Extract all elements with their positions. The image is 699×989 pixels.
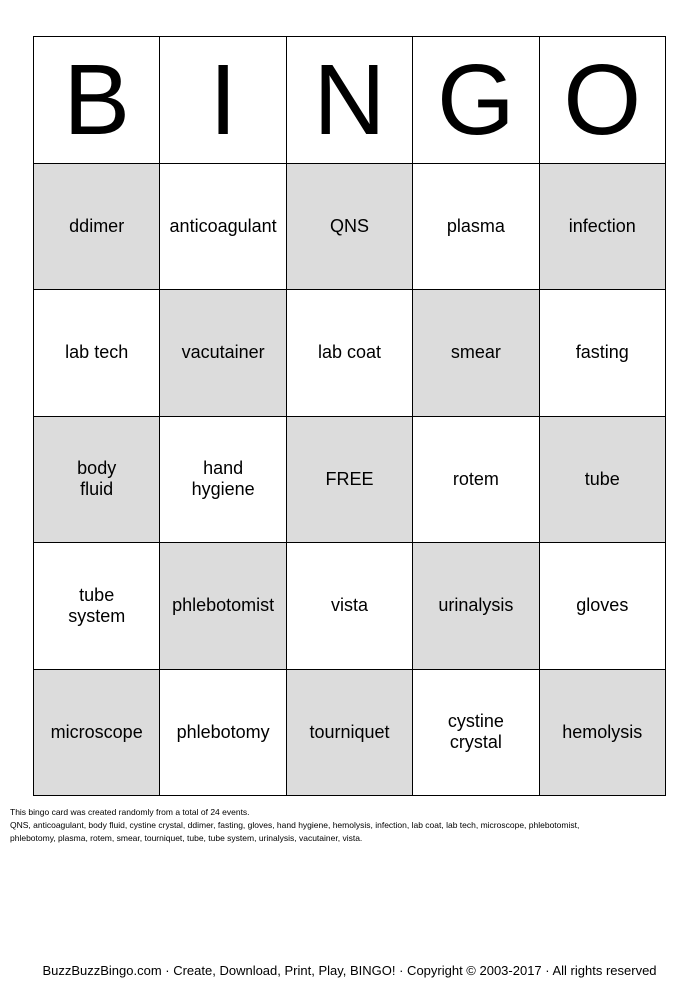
free-cell: FREE [287,417,413,544]
header-letter-n: N [287,37,413,164]
footnote-word-list: QNS, anticoagulant, body fluid, cystine crystal, ddimer, fasting, gloves, hand hygiene, hemolysis, infection, lab coat, lab tech, microscope, phlebotomist, [10,820,580,830]
bingo-cell: phlebotomy [160,670,286,797]
bingo-cell: tube [540,417,666,544]
bingo-cell: rotem [413,417,539,544]
header-letter-g: G [413,37,539,164]
header-letter-i: I [160,37,286,164]
bingo-cell: microscope [34,670,160,797]
bingo-cell: smear [413,290,539,417]
bingo-cell: urinalysis [413,543,539,670]
bingo-cell: vista [287,543,413,670]
bingo-cell: plasma [413,164,539,291]
bingo-cell: ddimer [34,164,160,291]
bingo-cell: vacutainer [160,290,286,417]
bingo-cell: hand hygiene [160,417,286,544]
bingo-cell: infection [540,164,666,291]
footnote-word-list-continued: phlebotomy, plasma, rotem, smear, tourniquet, tube, tube system, urinalysis, vacutainer, vista. [10,833,363,843]
bingo-cell: gloves [540,543,666,670]
bingo-cell: lab coat [287,290,413,417]
header-letter-b: B [34,37,160,164]
card-footnote [10,806,690,845]
header-letter-o: O [540,37,666,164]
bingo-cell: tourniquet [287,670,413,797]
bingo-cell: fasting [540,290,666,417]
bingo-cell: anticoagulant [160,164,286,291]
bingo-cell: lab tech [34,290,160,417]
bingo-cell: phlebotomist [160,543,286,670]
copyright-footer: BuzzBuzzBingo.com · Create, Download, Print, Play, BINGO! · Copyright © 2003-2017 · All rights reserved [42,963,657,978]
bingo-cell: tube system [34,543,160,670]
bingo-cell: body fluid [34,417,160,544]
bingo-cell: hemolysis [540,670,666,797]
bingo-cell: QNS [287,164,413,291]
bingo-card [33,36,666,796]
footnote-summary: This bingo card was created randomly from a total of 24 events. [10,807,250,817]
bingo-cell: cystine crystal [413,670,539,797]
